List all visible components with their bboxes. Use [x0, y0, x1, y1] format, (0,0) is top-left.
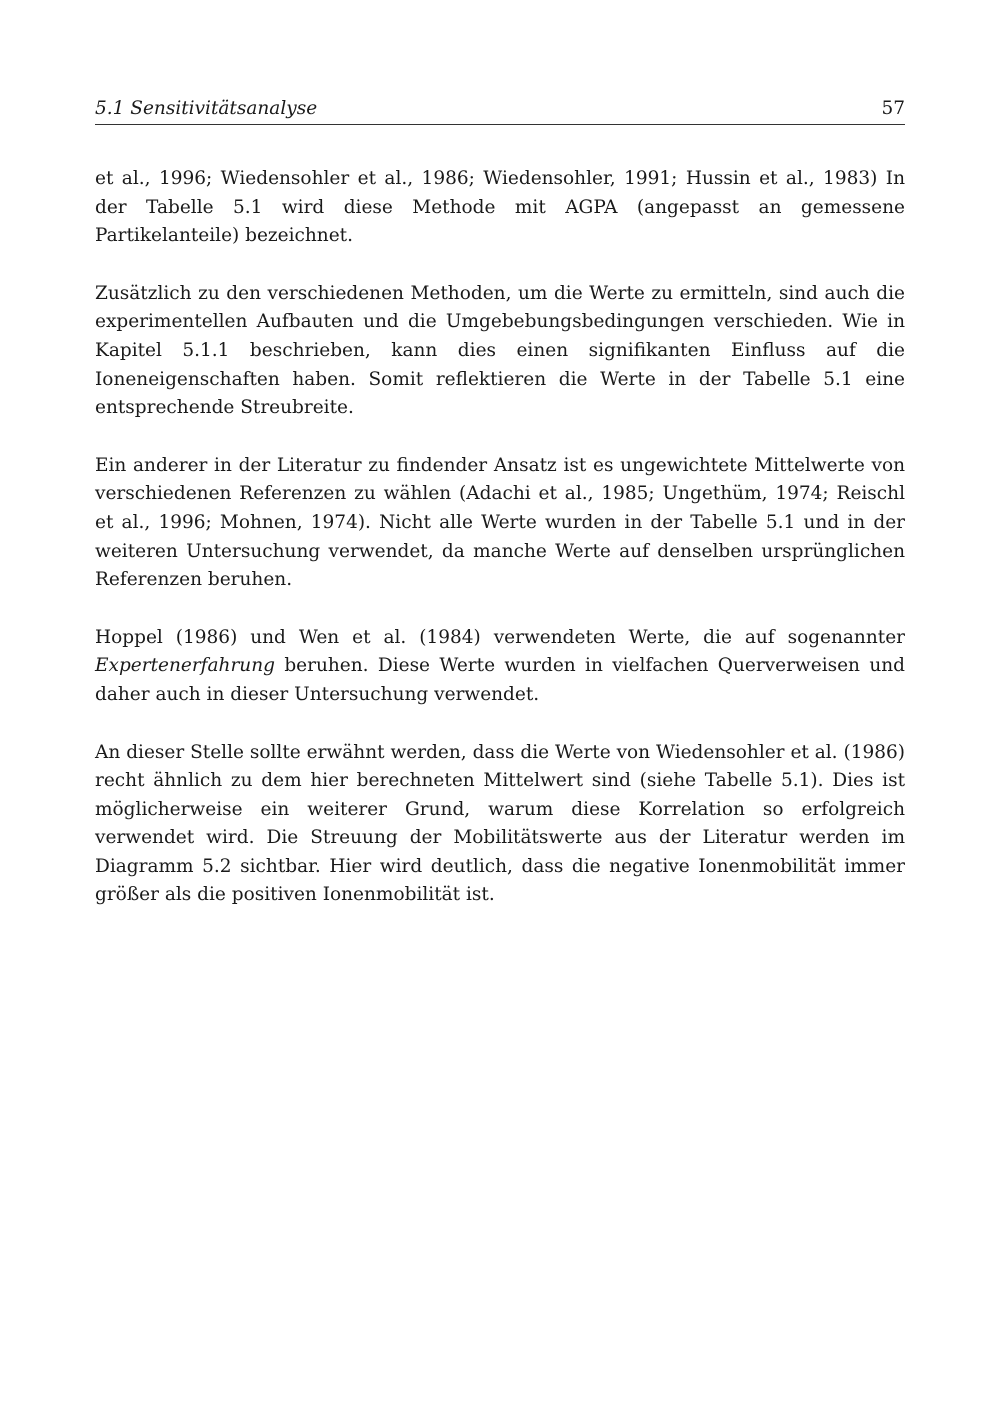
section-title: 5.1 Sensitivitätsanalyse	[95, 98, 318, 119]
paragraph-5: An dieser Stelle sollte erwähnt werden, dass die Werte von Wiedensohler et al. (1986) recht ähnlich zu dem hier berechneten Mittelwert sind (siehe Tabelle 5.1). Dies ist möglicherweise ein weiterer Grund, warum diese Korrelation so erfolgreich verwendet wird. Die Streuung der Mobilitätswerte aus der Literatur werden im Diagramm 5.2 sichtbar. Hier wird deutlich, dass die negative Ionenmobilität immer größer als die positiven Ionenmobilität ist.	[95, 741, 905, 906]
body-text	[95, 165, 905, 910]
running-header	[95, 96, 905, 125]
paragraph-2: Zusätzlich zu den verschiedenen Methoden, um die Werte zu ermitteln, sind auch die experimentellen Aufbauten und die Umgebebungsbedingungen verschieden. Wie in Kapitel 5.1.1 beschrieben, kann dies einen signifikanten Einfluss auf die Ioneneigenschaften haben. Somit reflektieren die Werte in der Tabelle 5.1 eine entsprechende Streubreite.	[95, 282, 905, 419]
paragraph-3: Ein anderer in der Literatur zu findender Ansatz ist es ungewichtete Mittelwerte von verschiedenen Referenzen zu wählen (Adachi et al., 1985; Ungethüm, 1974; Reischl et al., 1996; Mohnen, 1974). Nicht alle Werte wurden in der Tabelle 5.1 und in der weiteren Untersuchung verwendet, da manche Werte auf denselben ursprünglichen Referenzen beruhen.	[95, 454, 905, 591]
paragraph-4	[95, 624, 905, 710]
page-number: 57	[881, 98, 905, 119]
paragraph-1: et al., 1996; Wiedensohler et al., 1986; Wiedensohler, 1991; Hussin et al., 1983) In der Tabelle 5.1 wird diese Methode mit AGPA (angepasst an gemessene Partikelanteile) bezeichnet.	[95, 168, 905, 247]
emphasis-expertenerfahrung: Expertenerfahrung	[95, 655, 275, 677]
paragraph-4-text-before: Hoppel (1986) und Wen et al. (1984) verwendeten Werte, die auf sogenannter	[95, 626, 905, 648]
paragraph-4-text-after: beruhen. Diese Werte wurden in vielfachen Querverweisen und daher auch in dieser Untersuchung verwendet.	[95, 655, 905, 705]
page	[95, 96, 905, 939]
